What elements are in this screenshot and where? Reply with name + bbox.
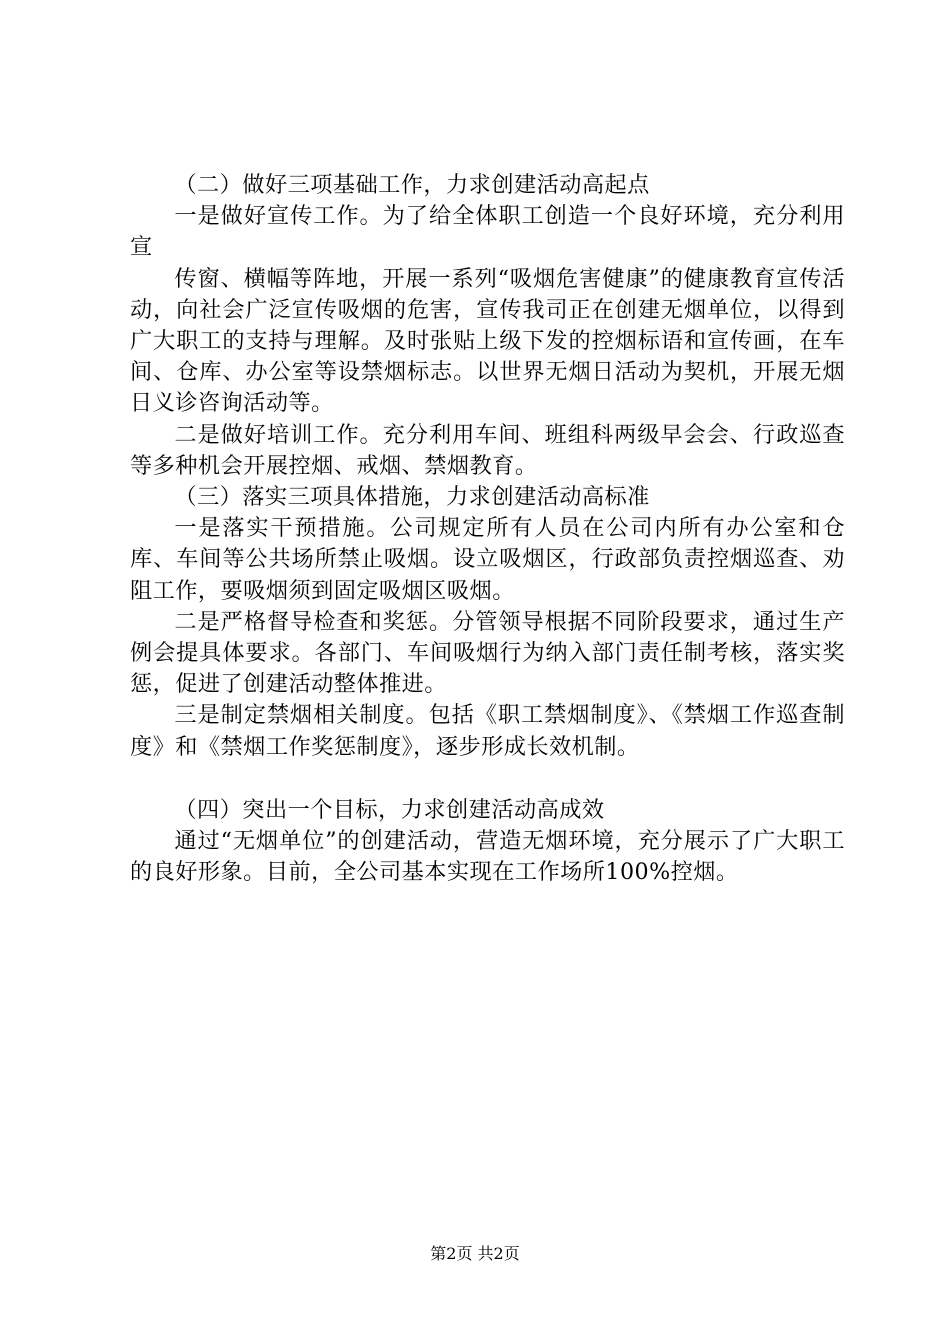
body-paragraph: 一是做好宣传工作。为了给全体职工创造一个良好环境，充分利用宣 <box>130 203 845 261</box>
body-paragraph: 通过“无烟单位”的创建活动，营造无烟环境，充分展示了广大职工的良好形象。目前，全公司基本实现在工作场所100%控烟。 <box>130 828 845 886</box>
section-heading-3: （三）落实三项具体措施，力求创建活动高标准 <box>174 484 650 511</box>
body-paragraph: 一是落实干预措施。公司规定所有人员在公司内所有办公室和仓库、车间等公共场所禁止吸烟。设立吸烟区，行政部负责控烟巡查、劝阻工作，要吸烟须到固定吸烟区吸烟。 <box>130 515 845 604</box>
body-paragraph: 二是严格督导检查和奖惩。分管领导根据不同阶段要求，通过生产例会提具体要求。各部门、车间吸烟行为纳入部门责任制考核，落实奖惩，促进了创建活动整体推进。 <box>130 608 845 698</box>
section-heading-2: （二）做好三项基础工作，力求创建活动高起点 <box>174 172 650 198</box>
paragraph-gap <box>130 763 845 795</box>
body-paragraph: 二是做好培训工作。充分利用车间、班组科两级早会会、行政巡查等多种机会开展控烟、戒烟、禁烟教育。 <box>130 421 845 479</box>
document-body <box>130 170 845 888</box>
body-paragraph: 传窗、横幅等阵地，开展一系列“吸烟危害健康”的健康教育宣传活动，向社会广泛宣传吸烟的危害，宣传我司正在创建无烟单位，以得到广大职工的支持与理解。及时张贴上级下发的控烟标语和宣传画，在车间、仓库、办公室等设禁烟标志。以世界无烟日活动为契机，开展无烟日义诊咨询活动等。 <box>130 265 845 417</box>
section-heading-4: （四）突出一个目标，力求创建活动高成效 <box>174 796 605 823</box>
body-paragraph: 三是制定禁烟相关制度。包括《职工禁烟制度》、《禁烟工作巡查制度》和《禁烟工作奖惩制度》，逐步形成长效机制。 <box>130 702 845 760</box>
page-footer: 第2页 共2页 <box>430 1244 520 1263</box>
